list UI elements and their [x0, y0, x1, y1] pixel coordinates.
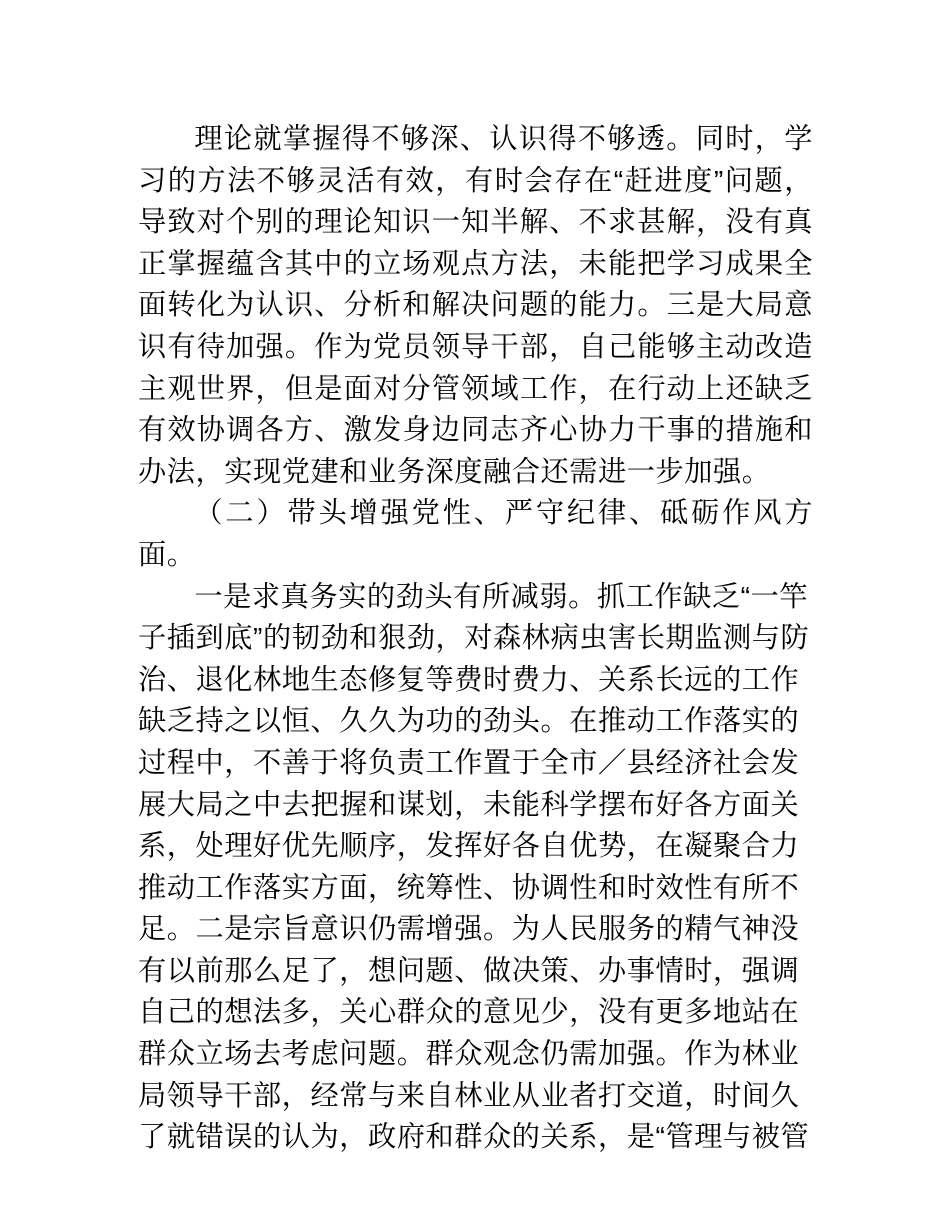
- section-heading-two: （二）带头增强党性、严守纪律、砥砺作风方面。: [138, 496, 813, 570]
- page-text-block: [138, 118, 813, 1158]
- paragraph-body: 一是求真务实的劲头有所减弱。抓工作缺乏“一竿子插到底”的韧劲和狠劲，对森林病虫害长期监测与防治、退化林地生态修复等费时费力、关系长远的工作缺乏持之以恒、久久为功的劲头。在推动工作落实的过程中，不善于将负责工作置于全市／县经济社会发展大局之中去把握和谋划，未能科学摆布好各方面关系，处理好优先顺序，发挥好各自优势，在凝聚合力推动工作落实方面，统筹性、协调性和时效性有所不足。二是宗旨意识仍需增强。为人民服务的精气神没有以前那么足了，想问题、做决策、办事情时，强调自己的想法多，关心群众的意见少，没有更多地站在群众立场去考虑问题。群众观念仍需加强。作为林业局领导干部，经常与来自林业从业者打交道，时间久了就错误的认为，政府和群众的关系，是“管理与被管: [138, 579, 810, 1153]
- paragraph-continuation: 理论就掌握得不够深、认识得不够透。同时，学习的方法不够灵活有效，有时会存在“赶进度”问题，导致对个别的理论知识一知半解、不求甚解，没有真正掌握蕴含其中的立场观点方法，未能把学习成果全面转化为认识、分析和解决问题的能力。三是大局意识有待加强。作为党员领导干部，自己能够主动改造主观世界，但是面对分管领域工作，在行动上还缺乏有效协调各方、激发身边同志齐心协力干事的措施和办法，实现党建和业务深度融合还需进一步加强。: [138, 122, 813, 487]
